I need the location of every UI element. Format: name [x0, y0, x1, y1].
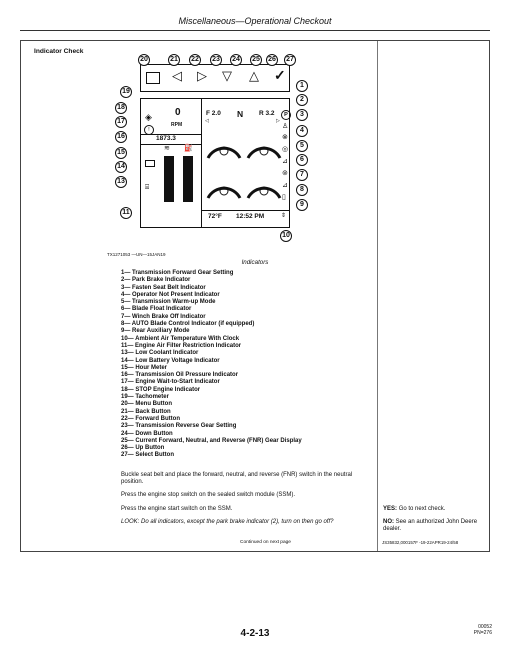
clock-adjust-icon: ⇕ [281, 213, 287, 219]
yes-result [383, 506, 487, 513]
dial-gauge-top-left [208, 147, 240, 158]
callout-27: 27 [284, 54, 296, 66]
dial-gauge-top-right [248, 147, 280, 158]
callout-21: 21 [168, 54, 180, 66]
up-button-icon: △ [249, 68, 259, 83]
legend-item: 9— Rear Auxiliary Mode [121, 328, 190, 335]
legend-item: 5— Transmission Warm-up Mode [121, 299, 216, 306]
legend-item: 16— Transmission Oil Pressure Indicator [121, 372, 239, 379]
warm-up-icon: ◎ [282, 146, 289, 153]
legend-item: 25— Current Forward, Neutral, and Reverse (FNR) Gear Display [121, 437, 302, 444]
callout-24: 24 [230, 54, 242, 66]
legend-item: 13— Low Coolant Indicator [121, 350, 199, 357]
seat-belt-icon: ♙ [282, 123, 289, 130]
forward-button-icon: ▷ [197, 68, 207, 83]
legend-item: 14— Low Battery Voltage Indicator [121, 357, 220, 364]
page-reference-pn: PN=276 [473, 630, 492, 636]
operator-not-present-icon: ⊗ [282, 134, 288, 141]
blade-float-icon: ⊿ [282, 158, 288, 165]
gear-left-arrow-icon: ◁ [205, 118, 209, 124]
park-brake-icon: P [281, 110, 291, 120]
page-header-title: Miscellaneous—Operational Checkout [178, 16, 332, 26]
callout-23: 23 [210, 54, 222, 66]
clock-bar [202, 210, 290, 211]
battery-icon [145, 160, 155, 167]
yes-label: YES: [383, 506, 398, 512]
callout-10: 10 [280, 230, 292, 242]
instruction-start-switch: Press the engine start switch on the SSM. [121, 506, 233, 512]
gear-current: N [237, 109, 244, 119]
no-label: NO: [383, 519, 394, 525]
look-text: Do all indicators, except the park brake indicator (2), turn on then go off? [141, 519, 334, 525]
legend-item: 23— Transmission Reverse Gear Setting [121, 423, 237, 430]
menu-button-icon [146, 72, 160, 84]
legend-item: 10— Ambient Air Temperature With Clock [121, 335, 240, 342]
column-divider [377, 41, 378, 551]
no-text: See an authorized John Deere dealer. [383, 519, 478, 533]
coolant-icon: ≋ [164, 145, 170, 152]
figure-caption-code: TX1271053 —UN—15JAN19 [107, 252, 166, 257]
look-question [121, 519, 373, 526]
callout-8: 8 [296, 184, 308, 196]
document-code: JS35832,000157F -19-22APR19-24/58 [382, 540, 459, 545]
legend-item: 7— Winch Brake Off Indicator [121, 313, 206, 320]
air-filter-icon: ⌸ [145, 184, 150, 191]
select-button-icon: ✓ [274, 67, 286, 83]
legend-item: 4— Operator Not Present Indicator [121, 291, 220, 298]
fuel-bar-gauge [183, 156, 193, 202]
callout-19: 19 [120, 86, 132, 98]
legend-item: 3— Fasten Seat Belt Indicator [121, 284, 206, 291]
legend-item: 20— Menu Button [121, 401, 172, 408]
ambient-temperature: 72°F [208, 213, 222, 220]
legend-item: 1— Transmission Forward Gear Setting [121, 270, 234, 276]
gear-forward: F 2.0 [206, 110, 221, 117]
section-title: Indicator Check [34, 48, 84, 55]
callout-17: 17 [115, 116, 127, 128]
callout-13: 13 [115, 176, 127, 188]
dial-gauges [204, 132, 287, 222]
legend-item: 15— Hour Meter [121, 364, 168, 371]
legend-item: 22— Forward Button [121, 415, 181, 422]
instruction-seat-belt: Buckle seat belt and place the forward, neutral, and reverse (FNR) switch in the neutral position. [121, 472, 353, 486]
dial-gauge-bottom-left [208, 187, 240, 198]
figure-title: Indicators [241, 259, 269, 266]
winch-brake-icon: ⊚ [282, 170, 288, 177]
indicator-figure [110, 52, 310, 260]
legend-item: 26— Up Button [121, 445, 165, 452]
callout-20: 20 [138, 54, 150, 66]
legend-item: 27— Select Button [121, 452, 175, 459]
coolant-bar-gauge [164, 156, 174, 202]
gear-right-arrow-icon: ▷ [276, 118, 280, 124]
indicator-legend [121, 270, 371, 460]
rpm-label: RPM [171, 122, 183, 128]
stop-engine-icon: ! [144, 125, 154, 135]
yes-text: Go to next check. [398, 506, 446, 512]
gear-reverse: R 3.2 [259, 110, 275, 117]
legend-item: 18— STOP Engine Indicator [121, 386, 201, 393]
callout-6: 6 [296, 154, 308, 166]
callout-15: 15 [115, 147, 127, 159]
callout-9: 9 [296, 199, 308, 211]
button-row [140, 64, 290, 92]
legend-item: 11— Engine Air Filter Restriction Indicator [121, 342, 242, 349]
legend-item: 24— Down Button [121, 430, 173, 437]
page-reference-small: 00052 [478, 624, 492, 630]
look-label: LOOK: [121, 519, 140, 525]
hour-meter-row [141, 134, 202, 145]
back-button-icon: ◁ [172, 68, 182, 83]
callout-26: 26 [266, 54, 278, 66]
auto-blade-icon: ⊿ [282, 182, 288, 189]
clock-time: 12:52 PM [236, 213, 265, 220]
callout-1: 1 [296, 80, 308, 92]
hour-meter: 1873.3 [156, 135, 176, 142]
legend-item: 21— Back Button [121, 408, 171, 415]
legend-item: 8— AUTO Blade Control Indicator (if equipped) [121, 321, 255, 328]
callout-3: 3 [296, 109, 308, 121]
header-rule [20, 30, 490, 31]
page-reference [440, 624, 492, 636]
rpm-value: 0 [175, 107, 181, 118]
callout-16: 16 [115, 131, 127, 143]
rear-auxiliary-icon: ▯ [282, 194, 286, 201]
callout-5: 5 [296, 140, 308, 152]
callout-11: 11 [120, 207, 132, 219]
wait-to-start-icon: ◈ [145, 112, 152, 122]
callout-22: 22 [189, 54, 201, 66]
callout-25: 25 [250, 54, 262, 66]
down-button-icon: ▽ [222, 68, 232, 83]
callout-4: 4 [296, 125, 308, 137]
legend-item: 2— Park Brake Indicator [121, 277, 191, 284]
fuel-icon: ⛽ [184, 145, 193, 152]
callout-14: 14 [115, 161, 127, 173]
callout-18: 18 [115, 102, 127, 114]
legend-item: 6— Blade Float Indicator [121, 306, 192, 313]
instruction-stop-switch: Press the engine stop switch on the sealed switch module (SSM). [121, 492, 296, 498]
callout-7: 7 [296, 169, 308, 181]
dial-gauge-bottom-right [248, 187, 280, 198]
no-result [383, 519, 487, 534]
legend-item: 19— Tachometer [121, 394, 169, 401]
callout-2: 2 [296, 94, 308, 106]
continued-note: Continued on next page [240, 540, 291, 545]
page-number: 4-2-13 [240, 628, 270, 639]
legend-item: 17— Engine Wait-to-Start Indicator [121, 379, 220, 386]
